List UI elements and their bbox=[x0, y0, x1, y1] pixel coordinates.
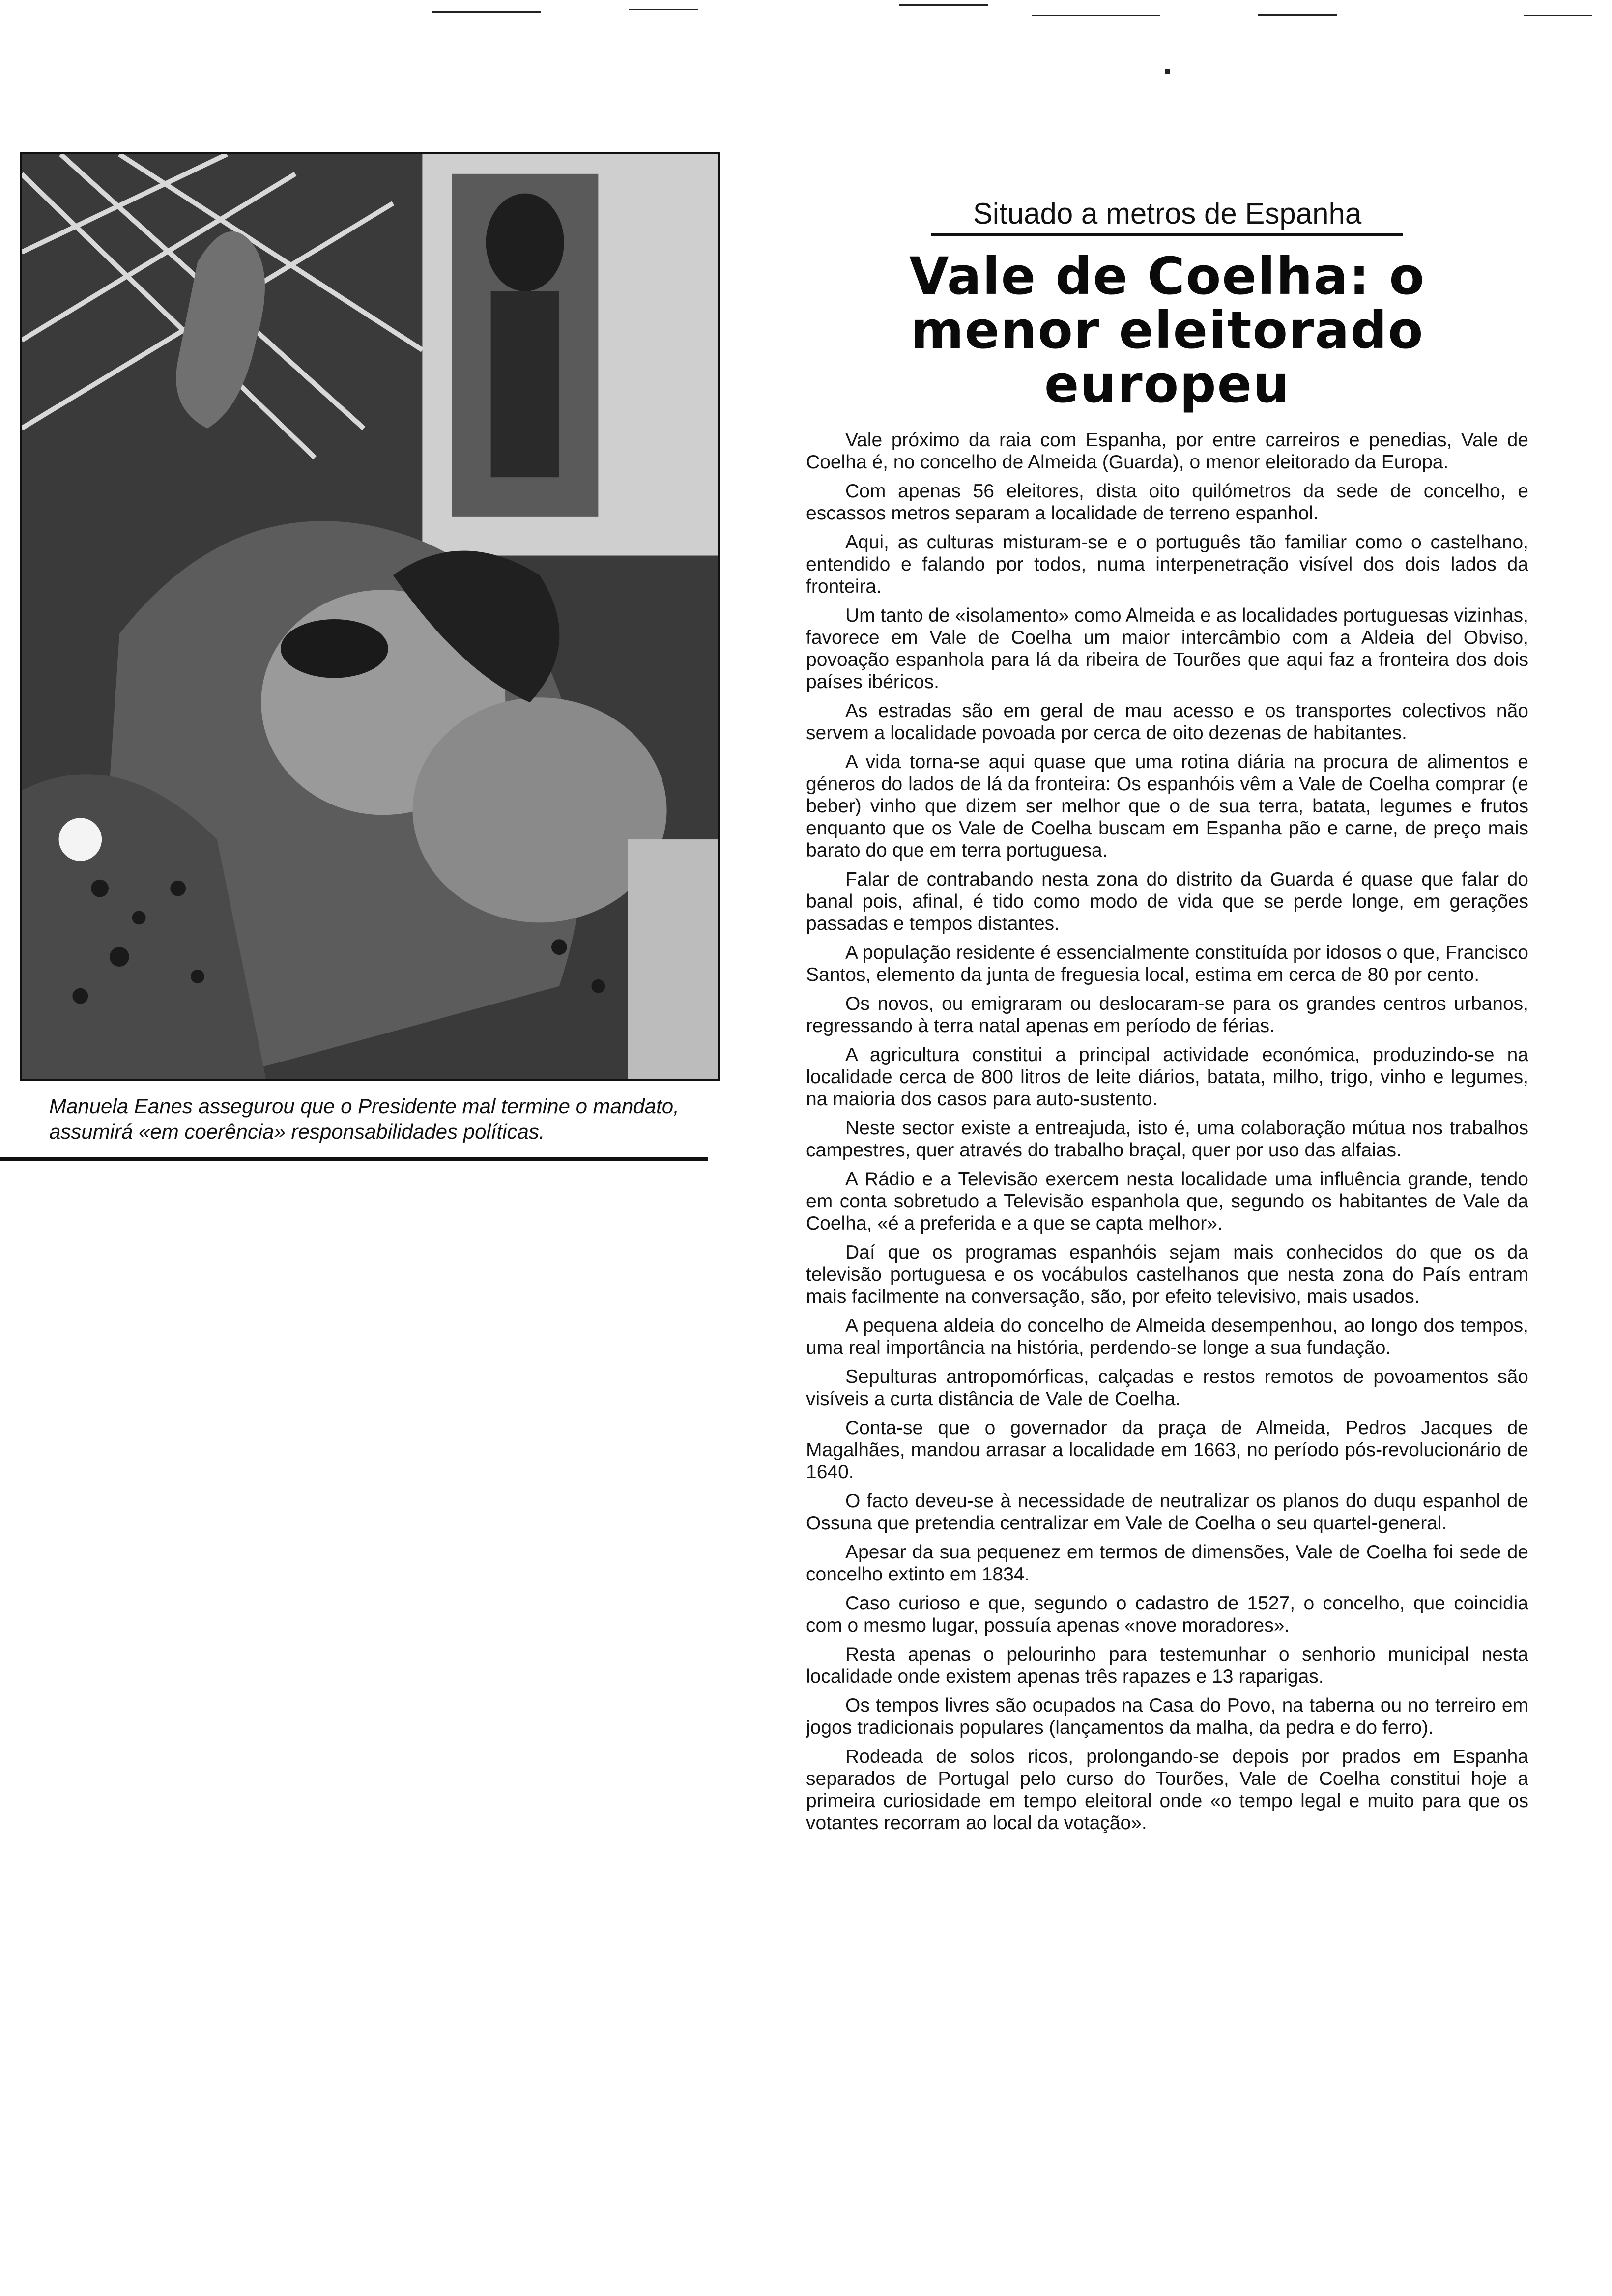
paragraph: Apesar da sua pequenez em termos de dimensões, Vale de Coelha foi sede de concelho extinto em 1834. bbox=[806, 1542, 1528, 1585]
paragraph: Falar de contrabando nesta zona do distrito da Guarda é quase que falar do banal pois, afinal, é tido como modo de vida que se perde longe, em gerações passadas e tempos distantes. bbox=[806, 869, 1528, 934]
paragraph: A vida torna-se aqui quase que uma rotina diária na procura de alimentos e géneros do lados de lá da fronteira: Os espanhóis vêm a Vale de Coelha comprar (e beber) vinho que dizem ser melhor que o de sua terra, batata, legumes e frutos enquanto que os Vale de Coelha buscam em Espanha pão e carne, de preço mais barato do que em terra portuguesa. bbox=[806, 751, 1528, 861]
paragraph: Resta apenas o pelourinho para testemunhar o senhorio municipal nesta localidade onde existem apenas três rapazes e 13 raparigas. bbox=[806, 1644, 1528, 1687]
news-photo bbox=[20, 152, 720, 1081]
paragraph: Caso curioso e que, segundo o cadastro de 1527, o concelho, que coincidia com o mesmo lugar, possuía apenas «nove moradores». bbox=[806, 1593, 1528, 1636]
article-body bbox=[806, 429, 1528, 1834]
paragraph: Os tempos livres são ocupados na Casa do Povo, na taberna ou no terreiro em jogos tradicionais populares (lançamentos da malha, da pedra e do ferro). bbox=[806, 1695, 1528, 1738]
paragraph: Sepulturas antropomórficas, calçadas e restos remotos de povoamentos são visíveis a curta distância de Vale de Coelha. bbox=[806, 1366, 1528, 1409]
paragraph: Neste sector existe a entreajuda, isto é, uma colaboração mútua nos trabalhos campestres, quer através do trabalho braçal, quer por uso das alfaias. bbox=[806, 1118, 1528, 1161]
photo-illustration bbox=[22, 154, 718, 1079]
paragraph: A Rádio e a Televisão exercem nesta localidade uma influência grande, tendo em conta sobretudo a Televisão espanhola que, segundo os habitantes de Vale da Coelha, «é a preferida e a que se capta melhor». bbox=[806, 1169, 1528, 1234]
kicker: Situado a metros de Espanha bbox=[973, 197, 1362, 230]
photo-caption: Manuela Eanes assegurou que o Presidente mal termine o mandato, assumirá «em coerência» responsabilidades políticas. bbox=[49, 1094, 679, 1143]
scan-top-marks bbox=[0, 0, 1612, 29]
paragraph: Daí que os programas espanhóis sejam mais conhecidos do que os da televisão portuguesa e os vocábulos castelhanos que nesta zona do País entram mais facilmente na conversação, são, por efeito televisivo, mais usados. bbox=[806, 1242, 1528, 1307]
caption-divider bbox=[0, 1157, 708, 1161]
paragraph: A população residente é essencialmente constituída por idosos o que, Francisco Santos, elemento da junta de freguesia local, estima em cerca de 80 por cento. bbox=[806, 942, 1528, 985]
paragraph: Com apenas 56 eleitores, dista oito quilómetros da sede de concelho, e escassos metros separam a localidade de terreno espanhol. bbox=[806, 481, 1528, 524]
paragraph: A agricultura constitui a principal actividade económica, produzindo-se na localidade cerca de 800 litros de leite diários, batata, milho, trigo, vinho e legumes, na maioria dos casos para auto-sustento. bbox=[806, 1044, 1528, 1110]
headline: Vale de Coelha: o menor eleitorado europeu bbox=[909, 246, 1425, 414]
paragraph: A pequena aldeia do concelho de Almeida desempenhou, ao longo dos tempos, uma real importância na história, perdendo-se longe a sua fundação. bbox=[806, 1315, 1528, 1358]
paragraph: Os novos, ou emigraram ou deslocaram-se para os grandes centros urbanos, regressando à terra natal apenas em período de férias. bbox=[806, 993, 1528, 1036]
kicker-rule bbox=[931, 233, 1403, 236]
article bbox=[806, 197, 1528, 1841]
paragraph: Um tanto de «isolamento» como Almeida e as localidades portuguesas vizinhas, favorece em Vale de Coelha um maior intercâmbio com a Aldeia del Obviso, povoação espanhola para lá da ribeira de Tourões que aqui faz a fronteira dos dois países ibéricos. bbox=[806, 605, 1528, 692]
paragraph: As estradas são em geral de mau acesso e os transportes colectivos não servem a localidade povoada por cerca de oito dezenas de habitantes. bbox=[806, 700, 1528, 744]
paragraph: O facto deveu-se à necessidade de neutralizar os planos do duqu espanhol de Ossuna que pretendia centralizar em Vale de Coelha o seu quartel-general. bbox=[806, 1491, 1528, 1534]
paragraph: Aqui, as culturas misturam-se e o português tão familiar como o castelhano, entendido e falando por todos, numa interpenetração visível dos dois lados da fronteira. bbox=[806, 532, 1528, 597]
paragraph: Conta-se que o governador da praça de Almeida, Pedros Jacques de Magalhães, mandou arrasar a localidade em 1663, no período pós-revolucionário de 1640. bbox=[806, 1417, 1528, 1483]
paragraph: Rodeada de solos ricos, prolongando-se depois por prados em Espanha separados de Portugal pelo curso do Tourões, Vale de Coelha constitui hoje a primeira curiosidade em tempo eleitoral onde «o tempo legal e muito para que os votantes recorram ao local da votação». bbox=[806, 1746, 1528, 1834]
paragraph: Vale próximo da raia com Espanha, por entre carreiros e penedias, Vale de Coelha é, no concelho de Almeida (Guarda), o menor eleitorado da Europa. bbox=[806, 430, 1528, 473]
